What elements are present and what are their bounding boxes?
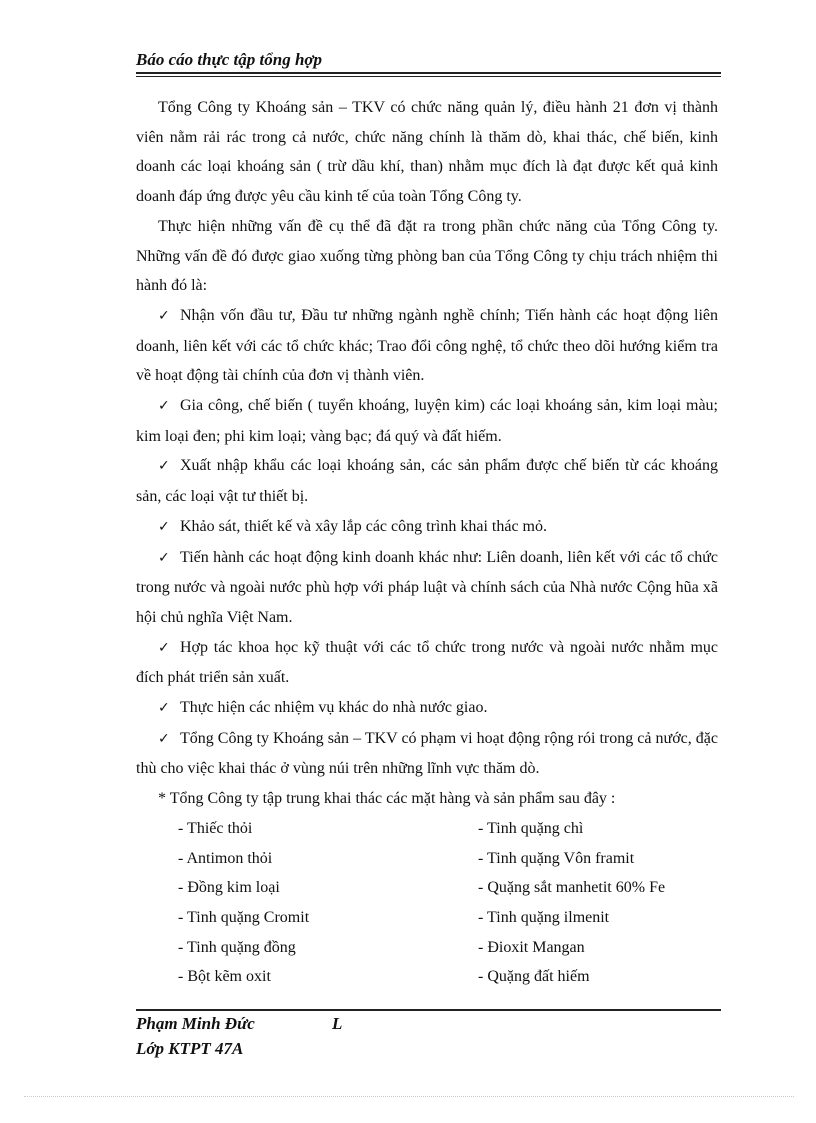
footer-rule: [136, 1009, 721, 1011]
checkmark-icon: ✓: [158, 458, 170, 475]
checklist-item: [136, 633, 718, 693]
footer-letter: L: [332, 1014, 343, 1033]
checklist-text: Tiến hành các hoạt động kinh doanh khác như: Liên doanh, liên kết với các tổ chức trong nước và ngoài nước phù hợp với pháp luật và chính sách của Nhà nước Cộng hũa xã hội chủ nghĩa Việt Nam.: [136, 548, 718, 626]
checklist-item: [136, 693, 718, 724]
product-right: - Tinh quặng ilmenit: [478, 908, 610, 926]
checkmark-icon: ✓: [158, 549, 170, 566]
header-rule-thin: [136, 76, 721, 77]
paragraph: Thực hiện những vấn đề cụ thể đã đặt ra trong phần chức năng của Tổng Công ty. Những vấn đề đó được giao xuống từng phòng ban của Tổng Công ty chịu trách nhiệm thi hành đó là:: [136, 217, 718, 295]
product-left: - Antimon thỏi: [178, 849, 273, 867]
checkmark-icon: ✓: [158, 307, 170, 324]
product-row: [136, 933, 718, 963]
checklist-text: Nhận vốn đầu tư, Đầu tư những ngành nghề chính; Tiến hành các hoạt động liên doanh, liên kết với các tổ chức khác; Trao đổi công nghệ, tổ chức theo dõi hướng kiểm tra về hoạt động tài chính của đơn vị thành viên.: [136, 306, 718, 385]
product-right: - Tinh quặng Vôn framit: [478, 849, 635, 867]
paragraph: Tổng Công ty Khoáng sản – TKV có chức năng quản lý, điều hành 21 đơn vị thành viên nằm rải rác trong cả nước, chức năng chính là thăm dò, khai thác, chế biến, kinh doanh các loại khoáng sản ( trừ dầu khí, than) nhằm mục đích là đạt được kết quả kinh doanh đáp ứng được yêu cầu kinh tế của toàn Tổng Công ty.: [136, 99, 718, 206]
product-right: - Đioxit Mangan: [478, 938, 585, 956]
product-left: - Thiếc thỏi: [178, 819, 253, 837]
products-intro: * Tổng Công ty tập trung khai thác các mặt hàng và sản phẩm sau đây :: [158, 790, 616, 808]
product-right: - Quặng sắt manhetit 60% Fe: [478, 879, 666, 897]
header-rule-thick: [136, 72, 721, 74]
document-body: [136, 93, 718, 992]
footer-author-name: Phạm Minh Đức: [136, 1014, 255, 1033]
checklist-text: Hợp tác khoa học kỹ thuật với các tổ chức trong nước và ngoài nước nhằm mục đích phát triển sản xuất.: [136, 638, 718, 687]
product-left: - Tinh quặng đồng: [178, 938, 296, 956]
footer-class-label: Lớp KTPT 47A: [136, 1039, 244, 1058]
product-row: [136, 844, 718, 874]
checklist-text: Tổng Công ty Khoáng sản – TKV có phạm vi hoạt động rộng rói trong cả nước, đặc thù cho việc khai thác ở vùng núi trên những lĩnh vực thăm dò.: [136, 729, 718, 778]
checklist-text: Thực hiện các nhiệm vụ khác do nhà nước giao.: [180, 699, 488, 717]
checkmark-icon: ✓: [158, 639, 170, 656]
checkmark-icon: ✓: [158, 518, 170, 535]
checkmark-icon: ✓: [158, 700, 170, 717]
product-left: - Đồng kim loại: [178, 879, 280, 897]
checklist-item: [136, 451, 718, 511]
product-row: [136, 903, 718, 933]
checklist-text: Khảo sát, thiết kế và xây lắp các công trình khai thác mỏ.: [180, 517, 547, 535]
checklist-item: [136, 391, 718, 451]
product-left: - Bột kẽm oxit: [178, 968, 271, 986]
header-title: Báo cáo thực tập tổng hợp: [136, 50, 323, 69]
checklist-item: [136, 724, 718, 784]
checklist-text: Gia công, chế biến ( tuyển khoáng, luyện kim) các loại khoáng sản, kim loại màu; kim loại đen; phi kim loại; vàng bạc; đá quý và đất hiếm.: [136, 397, 718, 445]
checklist-item: [136, 543, 718, 633]
product-row: [136, 814, 718, 844]
product-right: - Tinh quặng chì: [478, 819, 584, 837]
checkmark-icon: ✓: [158, 730, 170, 747]
checkmark-icon: ✓: [158, 398, 170, 415]
product-right: - Quặng đất hiếm: [478, 968, 590, 986]
page-bottom-edge: [24, 1096, 794, 1097]
product-row: [136, 962, 718, 992]
product-left: - Tinh quặng Cromit: [178, 908, 310, 926]
checklist-item: [136, 301, 718, 391]
product-row: [136, 873, 718, 903]
checklist-text: Xuất nhập khẩu các loại khoáng sản, các sản phẩm được chế biến từ các khoáng sản, các loại vật tư thiết bị.: [136, 457, 718, 506]
products-list: [136, 814, 718, 992]
checklist-item: [136, 512, 718, 543]
